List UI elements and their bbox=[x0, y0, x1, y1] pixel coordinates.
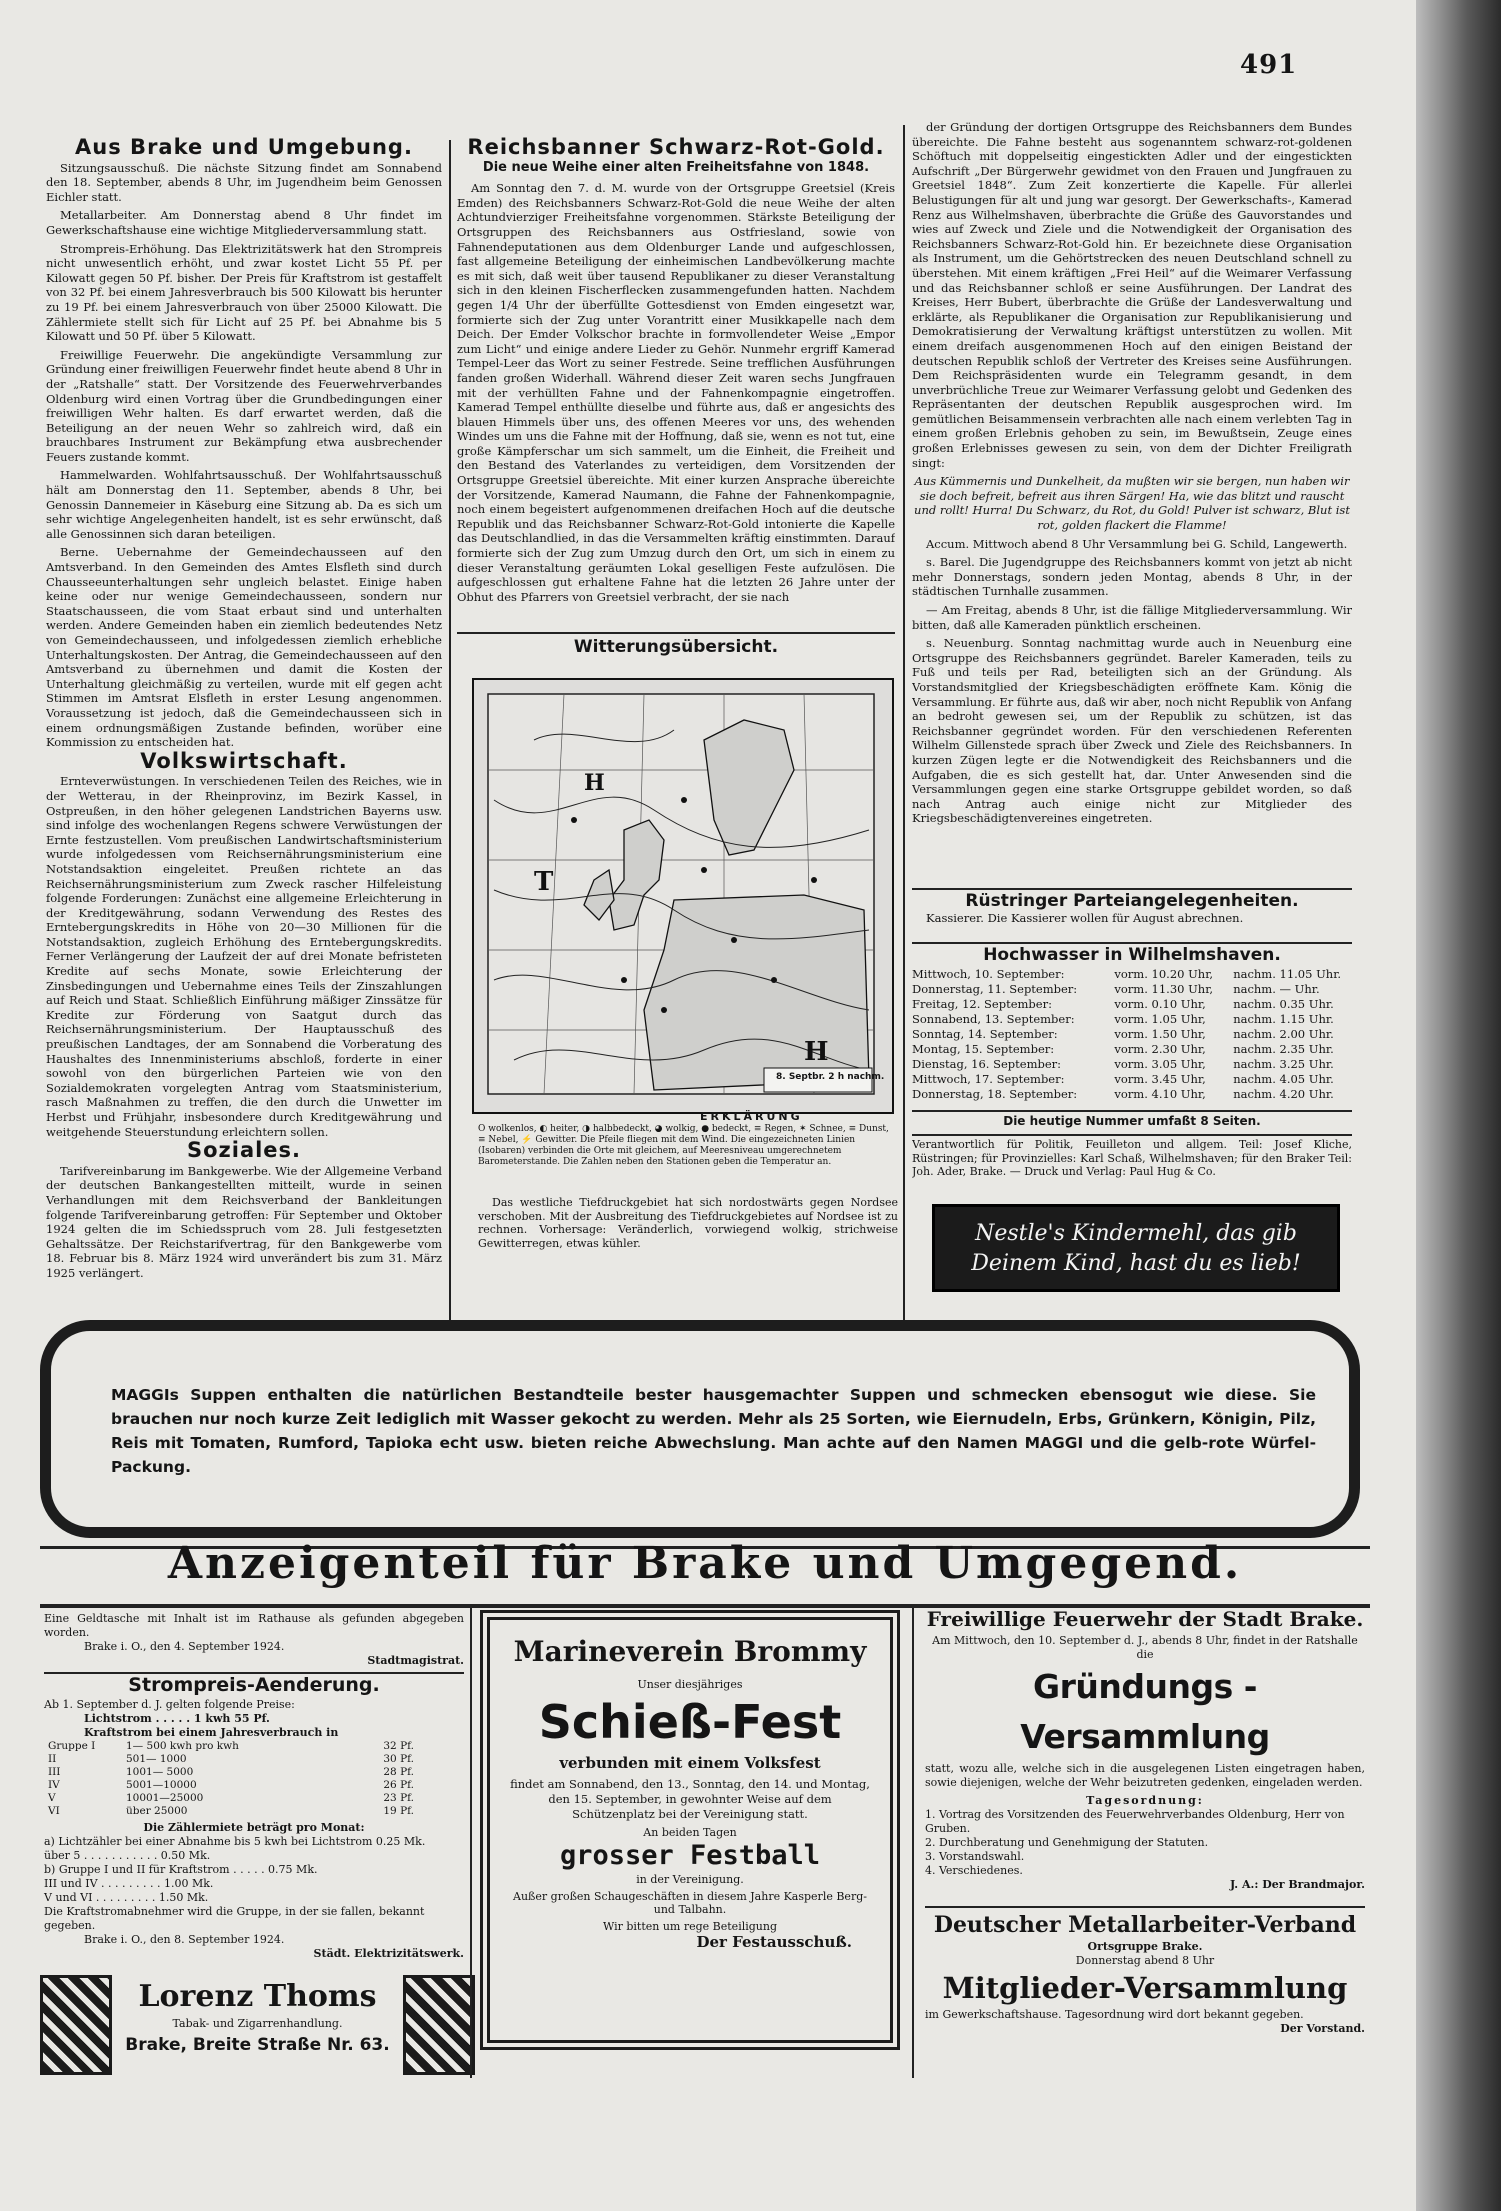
metalworkers-ad bbox=[925, 1910, 1365, 2060]
map-date-label: 8. Septbr. 2 h nachm. bbox=[776, 1072, 885, 1082]
maggi-advertisement bbox=[40, 1320, 1360, 1538]
fire-brigade-sign: J. A.: Der Brandmajor. bbox=[1229, 1878, 1365, 1891]
weather-map-graphic bbox=[474, 680, 888, 1108]
electricity-date: Brake i. O., den 8. September 1924. bbox=[84, 1933, 285, 1946]
price-group: VI bbox=[48, 1805, 60, 1817]
page-number: 491 bbox=[1240, 50, 1298, 80]
electricity-power-heading: Kraftstrom bei einem Jahresverbrauch in bbox=[84, 1726, 339, 1739]
weather-map bbox=[472, 678, 894, 1114]
festival-committee: Der Festausschuß. bbox=[696, 1933, 852, 1951]
article-paragraph: Metallarbeiter. Am Donnerstag abend 8 Uhr findet im Gewerkschaftshause eine wichtige Mitgliederversammlung statt. bbox=[46, 208, 442, 237]
agenda-item: 4. Verschiedenes. bbox=[925, 1864, 1023, 1877]
thoms-subtitle: Tabak- und Zigarrenhandlung. bbox=[172, 2017, 343, 2030]
found-text: Eine Geldtasche mit Inhalt ist im Rathause als gefunden abgegeben worden. bbox=[44, 1612, 464, 1639]
price-value: 23 Pf. bbox=[383, 1792, 414, 1804]
fire-brigade-title: Freiwillige Feuerwehr der Stadt Brake. bbox=[926, 1607, 1364, 1631]
tide-day: Freitag, 12. September: bbox=[912, 996, 1052, 1011]
section-heading: Rüstringer Parteiangelegenheiten. bbox=[965, 892, 1299, 911]
union-title: Deutscher Metallarbeiter-Verband bbox=[933, 1912, 1357, 1938]
tide-morning: vorm. 11.30 Uhr, bbox=[1114, 981, 1214, 996]
fire-brigade-date: Am Mittwoch, den 10. September d. J., abends 8 Uhr, findet in der Ratshalle die bbox=[932, 1634, 1358, 1661]
section-rule bbox=[912, 888, 1352, 890]
price-group: II bbox=[48, 1753, 57, 1765]
article-paragraph: Das westliche Tiefdruckgebiet hat sich nordostwärts gegen Nordsee verschoben. Mit der Ausbreitung des Tiefdruckgebietes auf Nordsee ist zu rechnen. Vorhersage: Veränderlich, vorwiegend wolkig, strichweise Gewitterregen, etwas kühler. bbox=[478, 1196, 898, 1250]
tide-day: Mittwoch, 17. September: bbox=[912, 1071, 1065, 1086]
price-range: 1001— 5000 bbox=[126, 1766, 194, 1778]
nestle-line: Nestle's Kindermehl, das gib bbox=[975, 1221, 1297, 1246]
tide-row bbox=[912, 967, 1352, 982]
section-heading: Volkswirtschaft. bbox=[140, 748, 348, 773]
column-rule bbox=[449, 140, 451, 1320]
weather-heading-box bbox=[457, 636, 895, 676]
electricity-intro: Ab 1. September d. J. gelten folgende Preise: bbox=[44, 1698, 295, 1711]
nestle-advertisement bbox=[932, 1204, 1340, 1292]
poem: Aus Kümmernis und Dunkelheit, da mußten wir sie bergen, nun haben wir sie doch befreit, befreit aus ihren Särgen! Ha, wie das blitzt und rauscht und rollt! Hurra! Du Schwarz, du Rot, du Gold! Pulver ist schwarz, Blut ist rot, golden flackert die Flamme! bbox=[914, 474, 1350, 533]
festival-subtitle: verbunden mit einem Volksfest bbox=[559, 1754, 821, 1772]
article-paragraph: s. Neuenburg. Sonntag nachmittag wurde auch in Neuenburg eine Ortsgruppe des Reichsbanners gegründet. Bareler Kameraden, teils zu Fuß und teils per Rad, beteiligten sich an der Gründung. Als Vorstandsmitglied der Kriegsbeschädigten eröffnete Kam. König die Versammlung. Er führte aus, daß wir aber, noch nicht Republik von Anfang an bedroht gewesen sei, um der Republik zu schützen, ist das Reichsbanner gegründet worden. Für den verschiedenen Referenten Wilhelm Gillenstede sprach über Zweck und Ziele des Reichsbanners. In kurzen Zügen legte er die Notwendigkeit des Reichsbanners und die Aufgaben, die es sich gestellt hat, dar. Unter Anwesenden sind die Versammlungen gegen eine starke Ortsgruppe gebildet worden, so daß nach Antrag auch einige nicht zur Mitglieder des Kriegsbeschädigtenvereines eingetreten. bbox=[912, 636, 1352, 826]
lorenz-thoms-ad bbox=[40, 1975, 475, 2075]
meter-rent-line: b) Gruppe I und II für Kraftstrom . . . . . 0.75 Mk. bbox=[44, 1863, 318, 1876]
festival-intro: Unser diesjähriges bbox=[637, 1678, 743, 1691]
section-rule bbox=[912, 1134, 1352, 1136]
price-value: 19 Pf. bbox=[383, 1805, 414, 1817]
svg-text:H: H bbox=[804, 1037, 829, 1067]
tide-afternoon: nachm. 2.35 Uhr. bbox=[1233, 1041, 1334, 1056]
meter-rent-line: V und VI . . . . . . . . . 1.50 Mk. bbox=[44, 1891, 209, 1904]
tide-morning: vorm. 0.10 Uhr, bbox=[1114, 996, 1206, 1011]
tide-day: Sonntag, 14. September: bbox=[912, 1026, 1058, 1041]
club-name: Marineverein Brommy bbox=[513, 1635, 867, 1668]
imprint-text: Verantwortlich für Politik, Feuilleton und allgem. Teil: Josef Kliche, Rüstringen; für Provinzielles: Karl Schaß, Wilhelmshaven; für den Braker Teil: Joh. Ader, Brake. — Druck und Verlag: Paul Hug & Co. bbox=[912, 1138, 1352, 1178]
issue-note: Die heutige Nummer umfaßt 8 Seiten. bbox=[1003, 1114, 1261, 1128]
article-paragraph: — Am Freitag, abends 8 Uhr, ist die fällige Mitgliederversammlung. Wir bitten, daß alle Kameraden pünktlich erscheinen. bbox=[912, 603, 1352, 632]
article-paragraph: Strompreis-Erhöhung. Das Elektrizitätswerk hat den Strompreis nicht unwesentlich erhöht, und zwar kostet Licht 55 Pf. per Kilowatt gegen 50 Pf. bisher. Der Preis für Kraftstrom ist gestaffelt von 32 Pf. bei einem Jahresverbrauch bis 500 Kilowatt bis herunter zu 19 Pf. bei einem Jahresverbrauch von über 25000 Kilowatt. Die Zählermiete stellt sich für Licht auf 25 Pf. bei Abnahme bis 5 Kilowatt und 50 Pf. über 5 Kilowatt. bbox=[46, 241, 442, 344]
tide-morning: vorm. 1.05 Uhr, bbox=[1114, 1011, 1206, 1026]
article-paragraph: Accum. Mittwoch abend 8 Uhr Versammlung bei G. Schild, Langewerth. bbox=[926, 536, 1348, 551]
price-row bbox=[44, 1805, 418, 1818]
article-paragraph: Hammelwarden. Wohlfahrtsausschuß. Der Wohlfahrtsausschuß hält am Donnerstag den 11. September, abends 8 Uhr, bei Genossin Dannemeier in Käseburg eine Sitzung ab. Da es sich um sehr wichtige Angelegenheiten handelt, ist es sehr erwünscht, daß alle Genossinnen sich daran beteiligen. bbox=[46, 468, 442, 541]
ornament bbox=[40, 1975, 112, 2075]
found-date: Brake i. O., den 4. September 1924. bbox=[84, 1640, 285, 1653]
price-range: über 25000 bbox=[126, 1805, 188, 1817]
festival-title: Schieß-Fest bbox=[538, 1695, 842, 1749]
tide-day: Donnerstag, 18. September: bbox=[912, 1086, 1078, 1101]
electricity-authority: Städt. Elektrizitätswerk. bbox=[313, 1947, 464, 1960]
middle-column bbox=[457, 136, 895, 626]
left-column bbox=[46, 136, 442, 1320]
price-value: 26 Pf. bbox=[383, 1779, 414, 1791]
legend-text: O wolkenlos, ◐ heiter, ◑ halbbedeckt, ◕ wolkig, ● bedeckt, ≡ Regen, ✶ Schnee, ≡ Dunst, ≡ Nebel, ⚡ Gewitter. Die Pfeile fliegen mit dem Wind. Die eingezeichneten Linien (Isobaren) verbinden die Orte mit gleichem, auf Meeresniveau umgerechnetem Barometerstande. Die Zahlen neben den Stationen geben die Temperatur an. bbox=[478, 1124, 889, 1167]
found-notice bbox=[44, 1612, 464, 1672]
tide-afternoon: nachm. 4.20 Uhr. bbox=[1233, 1086, 1334, 1101]
tide-row bbox=[912, 1087, 1352, 1102]
agenda-item: 1. Vortrag des Vorsitzenden des Feuerwehrverbandes Oldenburg, Herr von Gruben. bbox=[925, 1808, 1345, 1835]
price-group: V bbox=[48, 1792, 56, 1804]
tide-row bbox=[912, 1057, 1352, 1072]
article-paragraph: Freiwillige Feuerwehr. Die angekündigte Versammlung zur Gründung einer freiwilligen Feuerwehr findet heute abend 8 Uhr in der „Ratshalle“ statt. Der Vorsitzende des Feuerwehrverbandes Oldenburg wird einen Vortrag über die Grundbedingungen einer freiwilligen Wehr halten. Es darf erwartet werden, daß die Beteiligung an der neuen Wehr so zahlreich wird, daß ein brauchbares Instrument zur Bekämpfung etwa ausbrechender Feuers zustande kommt. bbox=[46, 347, 442, 464]
tide-afternoon: nachm. 2.00 Uhr. bbox=[1233, 1026, 1334, 1041]
tide-table bbox=[912, 946, 1352, 1106]
tide-row bbox=[912, 997, 1352, 1012]
classifieds-title: Anzeigenteil für Brake und Umgegend. bbox=[167, 1538, 1243, 1589]
price-row bbox=[44, 1766, 418, 1779]
thoms-address: Brake, Breite Straße Nr. 63. bbox=[125, 2035, 390, 2055]
tide-day: Donnerstag, 11. September: bbox=[912, 981, 1078, 996]
tide-row bbox=[912, 1072, 1352, 1087]
weather-forecast bbox=[478, 1196, 898, 1316]
right-column bbox=[912, 120, 1352, 890]
article-paragraph: s. Barel. Die Jugendgruppe des Reichsbanners kommt von jetzt ab nicht mehr Donnerstags, sondern jeden Montag, abends 8 Uhr, in der städtischen Turnhalle zusammen. bbox=[912, 555, 1352, 599]
price-range: 1— 500 kwh pro kwh bbox=[126, 1740, 239, 1752]
price-row bbox=[44, 1779, 418, 1792]
price-range: 10001—25000 bbox=[126, 1792, 204, 1804]
price-value: 30 Pf. bbox=[383, 1753, 414, 1765]
section-rule bbox=[912, 1110, 1352, 1112]
electricity-light-price: Lichtstrom . . . . . 1 kwh 55 Pf. bbox=[84, 1712, 270, 1725]
tide-afternoon: nachm. 0.35 Uhr. bbox=[1233, 996, 1334, 1011]
ad-rule bbox=[912, 1608, 914, 2078]
union-date: Donnerstag abend 8 Uhr bbox=[1075, 1954, 1215, 1967]
section-heading: Witterungsübersicht. bbox=[573, 637, 779, 657]
electricity-price-ad bbox=[44, 1676, 464, 1966]
thoms-name: Lorenz Thoms bbox=[138, 1979, 377, 2014]
tide-row bbox=[912, 982, 1352, 997]
price-value: 28 Pf. bbox=[383, 1766, 414, 1778]
section-heading: Aus Brake und Umgebung. bbox=[75, 136, 413, 159]
tide-morning: vorm. 4.10 Uhr, bbox=[1114, 1086, 1206, 1101]
agenda-item: 2. Durchberatung und Genehmigung der Statuten. bbox=[925, 1836, 1209, 1849]
tide-day: Sonnabend, 13. September: bbox=[912, 1011, 1075, 1026]
price-row bbox=[44, 1792, 418, 1805]
festival-text: findet am Sonnabend, den 13., Sonntag, den 14. und Montag, den 15. September, in gewohnter Weise auf dem Schützenplatz bei der Vereinigung statt. bbox=[510, 1777, 870, 1821]
tide-morning: vorm. 1.50 Uhr, bbox=[1114, 1026, 1206, 1041]
tide-morning: vorm. 3.05 Uhr, bbox=[1114, 1056, 1206, 1071]
section-heading: Soziales. bbox=[186, 1138, 302, 1163]
ball-title: grosser Festball bbox=[559, 1840, 821, 1871]
maggi-text: MAGGIs Suppen enthalten die natürlichen Bestandteile bester hausgemachter Suppen und schmecken ebensogut wie diese. Sie brauchen nur noch kurze Zeit lediglich mit Wasser gekocht zu werden. Mehr als 25 Sorten, wie Eiernudeln, Erbs, Grünkern, Königin, Pilz, Reis mit Tomaten, Rumford, Tapioka echt usw. bieten reiche Abwechslung. Man achte auf den Namen MAGGI und die gelb-rote Würfel-Packung. bbox=[111, 1386, 1316, 1476]
section-rule bbox=[912, 942, 1352, 944]
tide-day: Montag, 15. September: bbox=[912, 1041, 1055, 1056]
price-range: 501— 1000 bbox=[126, 1753, 187, 1765]
electricity-price-table bbox=[44, 1740, 418, 1818]
tide-row bbox=[912, 1042, 1352, 1057]
meter-rent-title: Die Zählermiete beträgt pro Monat: bbox=[143, 1821, 365, 1834]
price-group: Gruppe I bbox=[48, 1740, 96, 1752]
ad-rule bbox=[470, 1608, 472, 2078]
legend-title: ERKLÄRUNG bbox=[700, 1110, 803, 1123]
tide-day: Dienstag, 16. September: bbox=[912, 1056, 1062, 1071]
festival-extra: Außer großen Schaugeschäften in diesem Jahre Kasperle Berg- und Talbahn. bbox=[513, 1890, 867, 1916]
ball-intro: An beiden Tagen bbox=[643, 1826, 737, 1839]
tide-morning: vorm. 10.20 Uhr, bbox=[1114, 966, 1214, 981]
tide-afternoon: nachm. 1.15 Uhr. bbox=[1233, 1011, 1334, 1026]
article-paragraph: Kassierer. Die Kassierer wollen für August abrechnen. bbox=[926, 910, 1244, 925]
article-subheading: Die neue Weihe einer alten Freiheitsfahne von 1848. bbox=[482, 159, 870, 175]
svg-text:T: T bbox=[534, 867, 554, 897]
electricity-note: Die Kraftstromabnehmer wird die Gruppe, in der sie fallen, bekannt gegeben. bbox=[44, 1905, 425, 1932]
section-heading: Hochwasser in Wilhelmshaven. bbox=[983, 946, 1281, 965]
agenda-item: 3. Vorstandswahl. bbox=[925, 1850, 1025, 1863]
issue-note-box bbox=[912, 1114, 1352, 1134]
union-text: im Gewerkschaftshause. Tagesordnung wird dort bekannt gegeben. bbox=[925, 2008, 1304, 2021]
union-big-title: Mitglieder-Versammlung bbox=[942, 1971, 1348, 2005]
meter-rent-line: über 5 . . . . . . . . . . . 0.50 Mk. bbox=[44, 1849, 211, 1862]
tide-morning: vorm. 3.45 Uhr, bbox=[1114, 1071, 1206, 1086]
fire-brigade-text: statt, wozu alle, welche sich in die ausgelegenen Listen eingetragen haben, sowie diejenigen, welche der Wehr beizutreten gedenken, eingeladen werden. bbox=[925, 1762, 1365, 1789]
price-value: 32 Pf. bbox=[383, 1740, 414, 1752]
nestle-line: Deinem Kind, hast du es lieb! bbox=[971, 1251, 1301, 1276]
article-paragraph: Sitzungsausschuß. Die nächste Sitzung findet am Sonnabend den 18. September, abends 8 Uhr, im Jugendheim beim Genossen Eichler statt. bbox=[46, 160, 442, 204]
found-authority: Stadtmagistrat. bbox=[367, 1654, 464, 1667]
imprint bbox=[912, 1138, 1352, 1198]
meter-rent-line: a) Lichtzähler bei einer Abnahme bis 5 kwh bei Lichtstrom 0.25 Mk. bbox=[44, 1835, 426, 1848]
price-row bbox=[44, 1753, 418, 1766]
price-group: IV bbox=[48, 1779, 60, 1791]
agenda-title: Tagesordnung: bbox=[1086, 1794, 1204, 1807]
union-sign: Der Vorstand. bbox=[1280, 2022, 1365, 2035]
ball-location: in der Vereinigung. bbox=[636, 1873, 744, 1886]
article-paragraph: Am Sonntag den 7. d. M. wurde von der Ortsgruppe Greetsiel (Kreis Emden) des Reichsbanners Schwarz-Rot-Gold die neue Weihe der alten Achtundvierziger Freiheitsfahne vorgenommen. Stärkste Beteiligung der Ortsgruppen des Reichsbanners aus Ostfriesland, sowie von Fahnendeputationen aus dem Oldenburger Lande und aufgeschlossen, fast allgemeine Beteiligung der einheimischen Landbevölkerung machte es mit sich, daß weit über tausend Republikaner zu dieser Veranstaltung sich in den kleinen Fischerflecken zusammengefunden hatten. Nachdem gegen 1/4 Uhr der überfüllte Gottesdienst von Emden eingesetzt war, formierte sich der Zug unter Vorantritt einer Musikkapelle nach dem Deich. Der Emder Volkschor brachte in formvollendeter Weise „Empor zum Licht“ und einige andere Lieder zu Gehör. Nunmehr ergriff Kamerad Tempel-Leer das Wort zu seiner Festrede. Seine trefflichen Ausführungen fanden großen Widerhall. Während dieser Zeit waren sechs Jungfrauen mit der verhüllten Fahne und der Fahnenkompagnie eingetroffen. Kamerad Tempel enthüllte dieselbe und führte aus, daß er angesichts des blauen Himmels über uns, des offenen Meeres vor uns, des wehenden Windes um uns die Fahne mit der Hoffnung, daß sie, wenn es not tut, eine große Kämpferschar um sich sammelt, um die Einheit, die Freiheit und den Bestand des Vaterlandes zu verteidigen, dem Vorsitzenden der Ortsgruppe Greetsiel übereichte. Mit einer kurzen Ansprache übereichte der Vorsitzende, Kamerad Naumann, die Fahne der Fahnenkompagnie, noch einem begeistert aufgenommenen dreifachen Hoch auf die deutsche Republik und das Reichsbanner Schwarz-Rot-Gold intonierte die Kapelle das Deutschlandlied, in das die Versammelten kräftig einstimmten. Darauf formierte sich der Zug zum Umzug durch den Ort, um sich in einem zu dieser Veranstaltung geräumten Lokal geselligen Feste aufzulösen. Die aufgeschlossen gut erhaltene Fahne hat die letzten 26 Jahre unter der Obhut des Pfarrers von Greetsiel verbracht, der sie nach bbox=[457, 181, 895, 604]
svg-text:H: H bbox=[584, 770, 605, 796]
tide-day: Mittwoch, 10. September: bbox=[912, 966, 1065, 981]
section-heading: Reichsbanner Schwarz-Rot-Gold. bbox=[467, 136, 885, 159]
article-paragraph: der Gründung der dortigen Ortsgruppe des Reichsbanners dem Bundes übereichte. Die Fahne besteht aus sogenanntem schwarz-rot-goldenen Schöftuch mit doppelseitig eingestickten Adler und der eingestickten Aufschrift „Der Bürgerwehr gewidmet von den Frauen und Jungfrauen zu Greetsiel 1848“. Zum Zeit konzertierte die Kapelle. Für allerlei Belustigungen für alt und jung war gesorgt. Der Gewerkschafts-, Kamerad Renz aus Wilhelmshaven, überbrachte die Grüße des Gauvorstandes und wies auf Zweck und Ziele und die Notwendigkeit der Organisation des Reichsbanners Schwarz-Rot-Gold hin. Er bezeichnete diese Organisation als Instrument, um die Gehörtstrecken des neuen Deutschland schnell zu überstehen. Mit einem kräftigen „Frei Heil“ auf die Weimarer Verfassung und das Reichsbanner schloß er seine Ausführungen. Der Landrat des Kreises, Herr Bubert, überbrachte die Grüße der Landesverwaltung und erklärte, als Republikaner die Organisation zur Republikanisierung und Demokratisierung der Verwaltung kräftigst unterstützen zu wollen. Mit einem dreifach ausgenommenen Hoch auf den einigen Beistand der deutschen Republik schloß der Vertreter des Kreises seine Ausführungen. Dem Reichspräsidenten wurde ein Telegramm gesandt, in dem unverbrüchliche Treue zur Weimarer Verfassung gelobt und Gedenken des Repräsentanten der deutschen Republik ausgesprochen wird. Im gemütlichen Beisammensein verbrachten alle nach einem verlebten Tag in einem großen Erlebnis gehoben zu sein, im Bewußtsein, Zeuge eines großen Erlebnisses gewesen zu sein, von dem der Dichter Freiligrath singt: bbox=[912, 120, 1352, 470]
price-group: III bbox=[48, 1766, 61, 1778]
meter-rent-list bbox=[44, 1835, 464, 1905]
article-paragraph: Tarifvereinbarung im Bankgewerbe. Wie der Allgemeine Verband der deutschen Bankangestellten mitteilt, wurde in seinen Verhandlungen mit dem Reichsverband der Bankleitungen folgende Tarifvereinbarung getroffen: Für September und Oktober 1924 gelten die im Schiedsspruch vom 28. Juli festgesetzten Gehaltssätze. Der Reichstarifvertrag, für den Bankgewerbe vom 18. Februar bis 8. März 1924 wird unverändert bis zum 31. März 1925 verlängert. bbox=[46, 1163, 442, 1280]
ornament bbox=[403, 1975, 475, 2075]
article-paragraph: Berne. Uebernahme der Gemeindechausseen auf den Amtsverband. In den Gemeinden des Amtes Elsfleth sind durch Chausseeunterhaltungen sehr ungleich belastet. Einige haben keine oder nur wenige Gemeindechausseen, sondern nur Staatschausseen, die vom Staat erbaut sind und unterhalten werden. Andere Gemeinden haben ein ziemlich bedeutendes Netz von Gemeindechausseen, und infolgedessen ziemlich erhebliche Unterhaltungskosten. Der Antrag, die Gemeindechausseen auf den Amtsverband zu übernehmen und damit die Kosten der Unterhaltung gleichmäßig zu verteilen, wurde mit elf gegen acht Stimmen im Amtsrat Elsfleth in erster Lesung angenommen. Voraussetzung ist jedoch, daß die Gemeindechausseen sich in einem ordnungsmäßigen Zustande befinden, worüber eine Kommission zu entscheiden hat. bbox=[46, 545, 442, 750]
electricity-title: Strompreis-Aenderung. bbox=[128, 1674, 380, 1696]
tide-row bbox=[912, 1027, 1352, 1042]
book-binding bbox=[1416, 0, 1501, 2211]
meter-rent-line: III und IV . . . . . . . . . 1.00 Mk. bbox=[44, 1877, 214, 1890]
tide-afternoon: nachm. 11.05 Uhr. bbox=[1233, 966, 1342, 981]
ruestringer-box bbox=[912, 892, 1352, 940]
festival-request: Wir bitten um rege Beteiligung bbox=[602, 1920, 778, 1933]
column-rule bbox=[903, 125, 905, 1320]
fire-brigade-big-title: Gründungs - Versammlung bbox=[1020, 1667, 1270, 1756]
agenda-list bbox=[925, 1808, 1365, 1878]
fire-brigade-ad bbox=[925, 1604, 1365, 1904]
price-range: 5001—10000 bbox=[126, 1779, 197, 1791]
tide-morning: vorm. 2.30 Uhr, bbox=[1114, 1041, 1206, 1056]
tide-rows bbox=[912, 967, 1352, 1102]
price-row bbox=[44, 1740, 418, 1753]
tide-row bbox=[912, 1012, 1352, 1027]
tide-afternoon: nachm. — Uhr. bbox=[1233, 981, 1320, 996]
tide-afternoon: nachm. 3.25 Uhr. bbox=[1233, 1056, 1334, 1071]
union-subtitle: Ortsgruppe Brake. bbox=[1087, 1940, 1203, 1953]
section-rule bbox=[457, 632, 895, 634]
shooting-festival-ad bbox=[480, 1610, 900, 2050]
ad-rule bbox=[925, 1906, 1365, 1908]
article-paragraph: Ernteverwüstungen. In verschiedenen Teilen des Reiches, wie in der Wetterau, in der Rheinprovinz, im Bezirk Kassel, in Ostpreußen, in den höher gelegenen Landstrichen Bayerns usw. sind infolge des wochenlangen Regens schwere Verwüstungen der Ernte festzustellen. Vom preußischen Landwirtschaftsministerium wurde infolgedessen vom Reichsernährungsministerium eine Notstandsaktion eingeleitet. Preußen richtete an das Reichsernährungsministerium zum Zweck rascher Hilfeleistung folgende Forderungen: Zunächst eine allgemeine Erleichterung in der Kreditgewährung, sodann Verwendung des Restes des Erntebergungskredits in Höhe von 20—30 Millionen für die Notstandsaktion, zugleich Erhöhung des Erntebergungskredits. Ferner Verlängerung der Laufzeit der auf drei Monate befristeten Kredite auf sechs Monate, sowie Erleichterung der Zinsbedingungen und Uebernahme eines Teils der Zinszahlungen auf Reich und Staat. Schließlich Einführung mäßiger Zinssätze für Kredite zur Förderung von Saatgut durch das Reichsernährungsministerium. Der Hauptausschuß des preußischen Landtages, der am Sonnabend die Vorberatung des Haushaltes des Innenministeriums abschloß, forderte in einer sowohl von den bürgerlichen Parteien wie von den Sozialdemokraten vorgelegten Antrag vom Staatsministerium, rasch Maßnahmen zu treffen, die den durch die Unwetter im Herbst und Frühjahr, insbesondere durch Kreditgewährung und weitgehende Steuerstundung erleichtern sollen. bbox=[46, 774, 442, 1139]
tide-afternoon: nachm. 4.05 Uhr. bbox=[1233, 1071, 1334, 1086]
